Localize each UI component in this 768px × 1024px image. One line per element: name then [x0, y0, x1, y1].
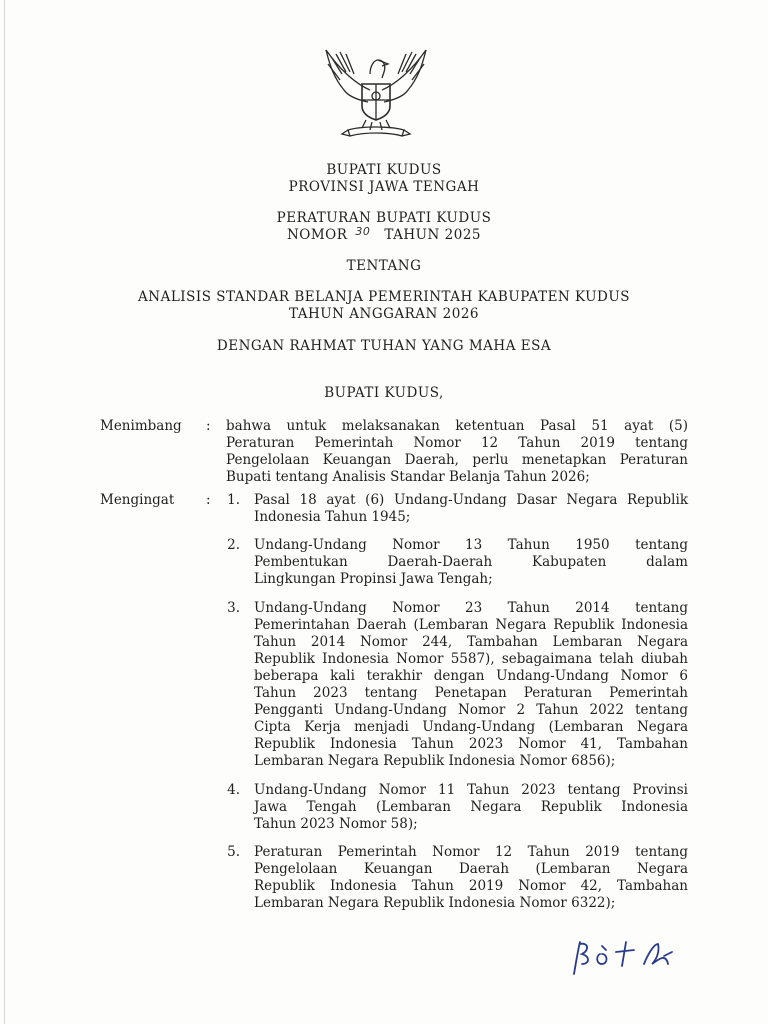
menimbang-line: Pengelolaan Keuangan Daerah, perlu menetapkan Peraturan	[226, 452, 688, 468]
mengingat-item-5-line: Lembaran Negara Republik Indonesia Nomor 6322);	[254, 895, 616, 911]
mengingat-item-1-text	[254, 492, 688, 526]
mengingat-item-3-line: Republik Indonesia Tahun 2023 Nomor 41, Tambahan	[254, 736, 688, 752]
blessing-line: DENGAN RAHMAT TUHAN YANG MAHA ESA	[216, 338, 552, 354]
mengingat-item-4-line: Undang-Undang Nomor 11 Tahun 2023 tentang Provinsi	[254, 782, 688, 798]
mengingat-item-5-line: Republik Indonesia Tahun 2019 Nomor 42, Tambahan	[254, 878, 688, 894]
regulation-title-line2: TAHUN ANGGARAN 2026	[288, 306, 480, 322]
menimbang-text	[226, 418, 688, 486]
mengingat-item-4-text	[254, 782, 688, 833]
mengingat-item-2-text	[254, 537, 688, 588]
scan-edge	[4, 0, 5, 1024]
mengingat-item-5-text	[254, 844, 688, 912]
handwritten-initials-icon	[568, 936, 692, 982]
mengingat-item-3-line: Cipta Kerja menjadi Undang-Undang (Lembaran Negara	[254, 719, 688, 735]
mengingat-item-3-line: Lembaran Negara Republik Indonesia Nomor 6856);	[254, 753, 616, 769]
menimbang-line: Bupati tentang Analisis Standar Belanja Tahun 2026;	[226, 469, 590, 485]
mengingat-item-1-number: 1.	[227, 492, 240, 508]
mengingat-item-5-line: Pengelolaan Keuangan Daerah (Lembaran Negara	[254, 861, 688, 877]
authority-heading: BUPATI KUDUS	[326, 162, 442, 178]
menimbang-colon: :	[206, 418, 211, 434]
mengingat-item-4-line: Tahun 2023 Nomor 58);	[254, 816, 418, 832]
mengingat-label: Mengingat	[100, 492, 175, 508]
tentang-heading: TENTANG	[346, 258, 422, 274]
mengingat-item-2-line: Pembentukan Daerah-Daerah Kabupaten dalam	[254, 554, 688, 570]
menimbang-line: Peraturan Pemerintah Nomor 12 Tahun 2019 tentang	[226, 435, 688, 451]
nomor-label: NOMOR	[286, 227, 348, 243]
regulation-number-line	[0, 227, 768, 244]
nomor-value: 30	[355, 225, 371, 238]
mengingat-item-3-line: Republik Indonesia Nomor 5587), sebagaimana telah diubah	[254, 651, 688, 667]
mengingat-item-3-line: beberapa kali terakhir dengan Undang-Undang Nomor 6	[254, 668, 688, 684]
mengingat-item-1-line: Indonesia Tahun 1945;	[254, 509, 411, 525]
mengingat-item-1-line: Pasal 18 ayat (6) Undang-Undang Dasar Negara Republik	[254, 492, 688, 508]
issuer-line: BUPATI KUDUS,	[324, 385, 444, 401]
garuda-emblem-icon	[318, 44, 434, 140]
mengingat-item-5-number: 5.	[227, 844, 240, 860]
mengingat-colon: :	[206, 492, 211, 508]
mengingat-item-2-line: Lingkungan Propinsi Jawa Tengah;	[254, 571, 493, 587]
province-heading: PROVINSI JAWA TENGAH	[288, 179, 480, 195]
mengingat-item-3-line: Undang-Undang Nomor 23 Tahun 2014 tentang	[254, 600, 688, 616]
mengingat-item-4-number: 4.	[227, 782, 240, 798]
mengingat-item-5-line: Peraturan Pemerintah Nomor 12 Tahun 2019 tentang	[254, 844, 688, 860]
mengingat-item-4-line: Jawa Tengah (Lembaran Negara Republik Indonesia	[254, 799, 688, 815]
regulation-type: PERATURAN BUPATI KUDUS	[276, 210, 492, 226]
mengingat-item-3-line: Pengganti Undang-Undang Nomor 2 Tahun 2022 tentang	[254, 702, 688, 718]
menimbang-line: bahwa untuk melaksanakan ketentuan Pasal 51 ayat (5)	[226, 418, 688, 434]
regulation-title-line1: ANALISIS STANDAR BELANJA PEMERINTAH KABUPATEN KUDUS	[138, 289, 630, 305]
mengingat-item-3-number: 3.	[227, 600, 240, 616]
mengingat-item-3-line: Tahun 2023 tentang Penetapan Peraturan Pemerintah	[254, 685, 688, 701]
tahun-label: TAHUN 2025	[384, 227, 482, 243]
mengingat-item-2-number: 2.	[227, 537, 240, 553]
menimbang-label: Menimbang	[100, 418, 182, 434]
mengingat-item-2-line: Undang-Undang Nomor 13 Tahun 1950 tentang	[254, 537, 688, 553]
mengingat-item-3-line: Tahun 2014 Nomor 244, Tambahan Lembaran Negara	[254, 634, 688, 650]
mengingat-item-3-text	[254, 600, 688, 770]
mengingat-item-3-line: Pemerintahan Daerah (Lembaran Negara Republik Indonesia	[254, 617, 688, 633]
